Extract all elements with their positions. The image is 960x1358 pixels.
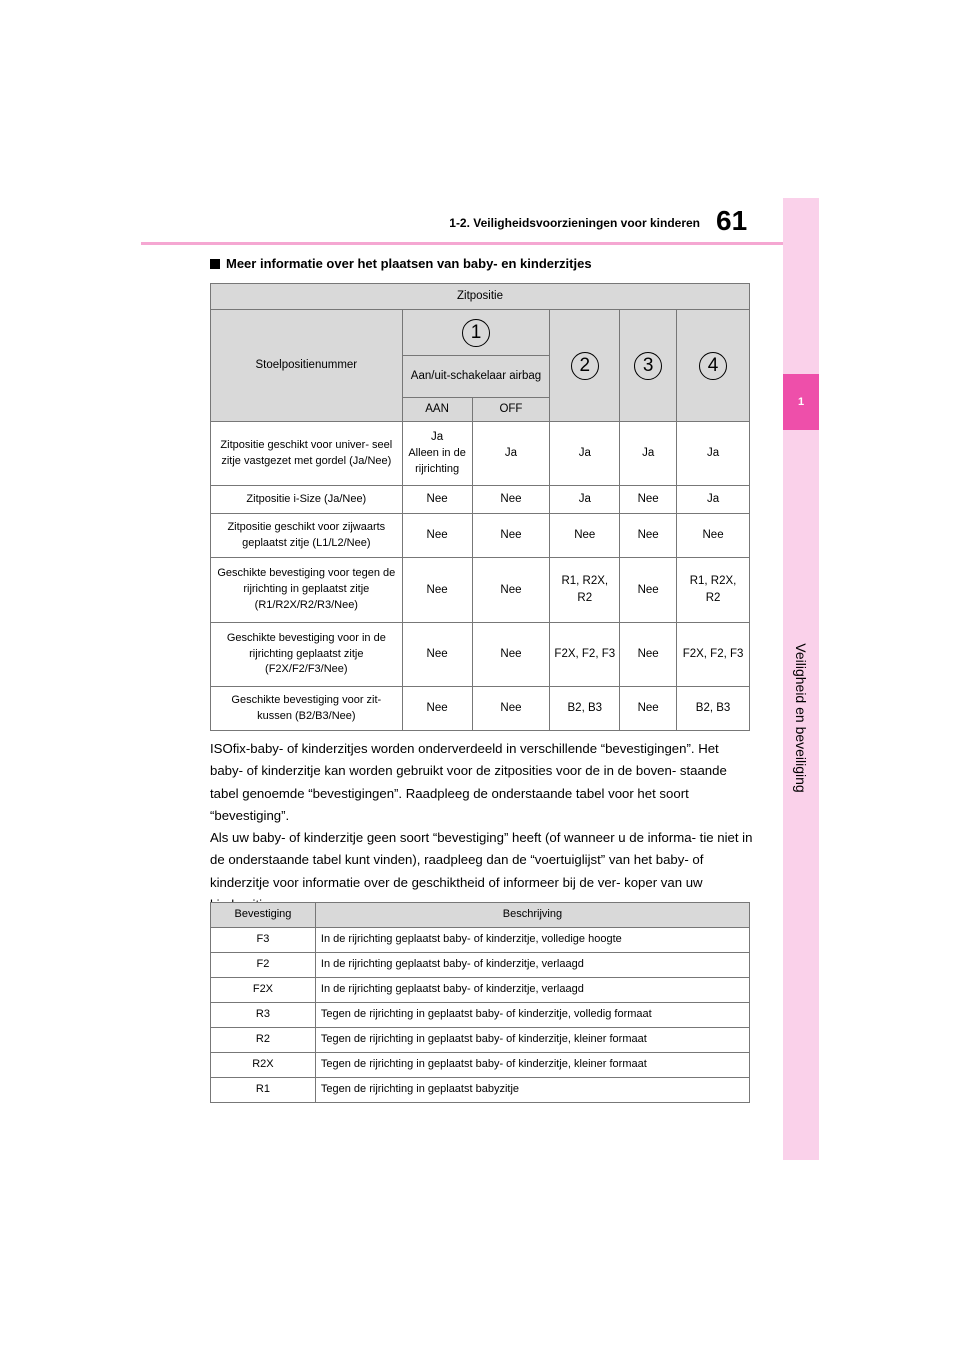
fixture-code: F2X — [211, 978, 316, 1003]
table-cell: R1, R2X, R2 — [677, 558, 750, 623]
row-label: Geschikte bevestiging voor zit- kussen (B2/B3/Nee) — [211, 687, 403, 731]
section-heading-text: Meer informatie over het plaatsen van baby- en kinderzitjes — [226, 256, 592, 271]
fixture-description: In de rijrichting geplaatst baby- of kinderzitje, volledige hoogte — [315, 928, 749, 953]
position-3-number: 3 — [634, 352, 662, 380]
row-label: Zitpositie i-Size (Ja/Nee) — [211, 486, 403, 514]
table-cell: Nee — [472, 623, 550, 687]
table-cell: Ja — [620, 422, 677, 486]
table-cell: Nee — [620, 558, 677, 623]
paragraph-2: Als uw baby- of kinderzitje geen soort “bevestiging” heeft (of wanneer u de informa- tie niet in de onderstaande tabel kunt vinden), raadpleeg dan de “voertuiglijst” van het baby- of kinderzitje voor informatie over de geschiktheid of informeer bij de ver- koper van uw — [210, 830, 753, 890]
table-row — [211, 1078, 750, 1103]
airbag-switch-header: Aan/uit-schakelaar airbag — [402, 356, 550, 398]
table-cell: Nee — [472, 486, 550, 514]
fixture-description: In de rijrichting geplaatst baby- of kinderzitje, verlaagd — [315, 953, 749, 978]
table-cell: Ja — [550, 486, 620, 514]
fixture-code: R2 — [211, 1028, 316, 1053]
section-title: 1-2. Veiligheidsvoorzieningen voor kinderen — [449, 216, 700, 230]
table-cell: Ja — [677, 422, 750, 486]
table-cell: Nee — [677, 514, 750, 558]
fixture-table — [210, 902, 750, 1103]
table-cell: Nee — [402, 514, 472, 558]
table-cell: Nee — [620, 514, 677, 558]
table-row — [211, 558, 750, 623]
position-2-number: 2 — [571, 352, 599, 380]
table-cell: R1, R2X, R2 — [550, 558, 620, 623]
fixture-code: R3 — [211, 1003, 316, 1028]
fixture-description: Tegen de rijrichting in geplaatst baby- of kinderzitje, kleiner formaat — [315, 1028, 749, 1053]
seat-position-table — [210, 283, 750, 731]
table-cell: Nee — [620, 623, 677, 687]
fixture-description: Tegen de rijrichting in geplaatst baby- of kinderzitje, volledig formaat — [315, 1003, 749, 1028]
table-cell: B2, B3 — [677, 687, 750, 731]
table-cell: Nee — [620, 687, 677, 731]
cell-note: Alleen in de rijrichting — [408, 446, 466, 475]
page-number: 61 — [716, 205, 748, 236]
table-cell: Ja — [472, 422, 550, 486]
position-4-number: 4 — [699, 352, 727, 380]
table-cell: Nee — [402, 623, 472, 687]
table-row — [211, 978, 750, 1003]
fixture-code: F2 — [211, 953, 316, 978]
table-cell: Nee — [472, 558, 550, 623]
table-cell: Nee — [620, 486, 677, 514]
table-row — [211, 1028, 750, 1053]
table-cell: Ja — [677, 486, 750, 514]
square-bullet-icon — [210, 259, 220, 269]
table-cell — [402, 422, 472, 486]
table-cell: Nee — [402, 558, 472, 623]
chapter-side-tab — [783, 198, 819, 1160]
description-header: Beschrijving — [315, 903, 749, 928]
table-row — [211, 687, 750, 731]
table-cell: Nee — [472, 687, 550, 731]
table-row — [211, 422, 750, 486]
off-header: OFF — [472, 398, 550, 422]
row-label: Zitpositie geschikt voor univer- seel zitje vastgezet met gordel (Ja/Nee) — [211, 422, 403, 486]
table-cell: B2, B3 — [550, 687, 620, 731]
table-row — [211, 953, 750, 978]
table-row — [211, 928, 750, 953]
header-rule — [141, 242, 783, 245]
section-heading — [210, 256, 592, 271]
table-cell: Nee — [472, 514, 550, 558]
stoelpositie-header: Stoelpositienummer — [211, 310, 403, 422]
cell-value: Ja — [431, 431, 444, 444]
fixture-code: R1 — [211, 1078, 316, 1103]
fixture-description: In de rijrichting geplaatst baby- of kinderzitje, verlaagd — [315, 978, 749, 1003]
fixture-header: Bevestiging — [211, 903, 316, 928]
table-cell: Nee — [402, 687, 472, 731]
table-row — [211, 1003, 750, 1028]
paragraph-1: ISOfix-baby- of kinderzitjes worden onderverdeeld in verschillende “bevestigingen”. Het baby- of kinderzitje kan worden gebruikt voor de zitposities voor de in de boven- staande tabel genoemde “bevestigingen”. Raadpleeg de onderstaande tabel voor het soort “bevestiging”. — [210, 741, 727, 823]
body-paragraph — [210, 738, 755, 916]
position-4-cell — [677, 310, 750, 422]
table-cell: F2X, F2, F3 — [677, 623, 750, 687]
fixture-code: F3 — [211, 928, 316, 953]
table-row — [211, 486, 750, 514]
position-1-number: 1 — [462, 319, 490, 347]
table-row — [211, 623, 750, 687]
table-row — [211, 514, 750, 558]
fixture-description: Tegen de rijrichting in geplaatst baby- of kinderzitje, kleiner formaat — [315, 1053, 749, 1078]
position-2-cell — [550, 310, 620, 422]
table-cell: Ja — [550, 422, 620, 486]
table-cell: Nee — [550, 514, 620, 558]
chapter-number: 1 — [783, 374, 819, 430]
position-3-cell — [620, 310, 677, 422]
table-cell: F2X, F2, F3 — [550, 623, 620, 687]
row-label: Zitpositie geschikt voor zijwaarts geplaatst zitje (L1/L2/Nee) — [211, 514, 403, 558]
fixture-code: R2X — [211, 1053, 316, 1078]
position-1-cell — [402, 310, 550, 356]
table-row — [211, 1053, 750, 1078]
row-label: Geschikte bevestiging voor tegen de rijrichting in geplaatst zitje (R1/R2X/R2/R3/Nee) — [211, 558, 403, 623]
fixture-description: Tegen de rijrichting in geplaatst babyzitje — [315, 1078, 749, 1103]
aan-header: AAN — [402, 398, 472, 422]
zitpositie-header: Zitpositie — [211, 284, 750, 310]
chapter-title: Veiligheid en beveiliging — [793, 643, 809, 793]
table-cell: Nee — [402, 486, 472, 514]
row-label: Geschikte bevestiging voor in de rijrichting geplaatst zitje (F2X/F2/F3/Nee) — [211, 623, 403, 687]
